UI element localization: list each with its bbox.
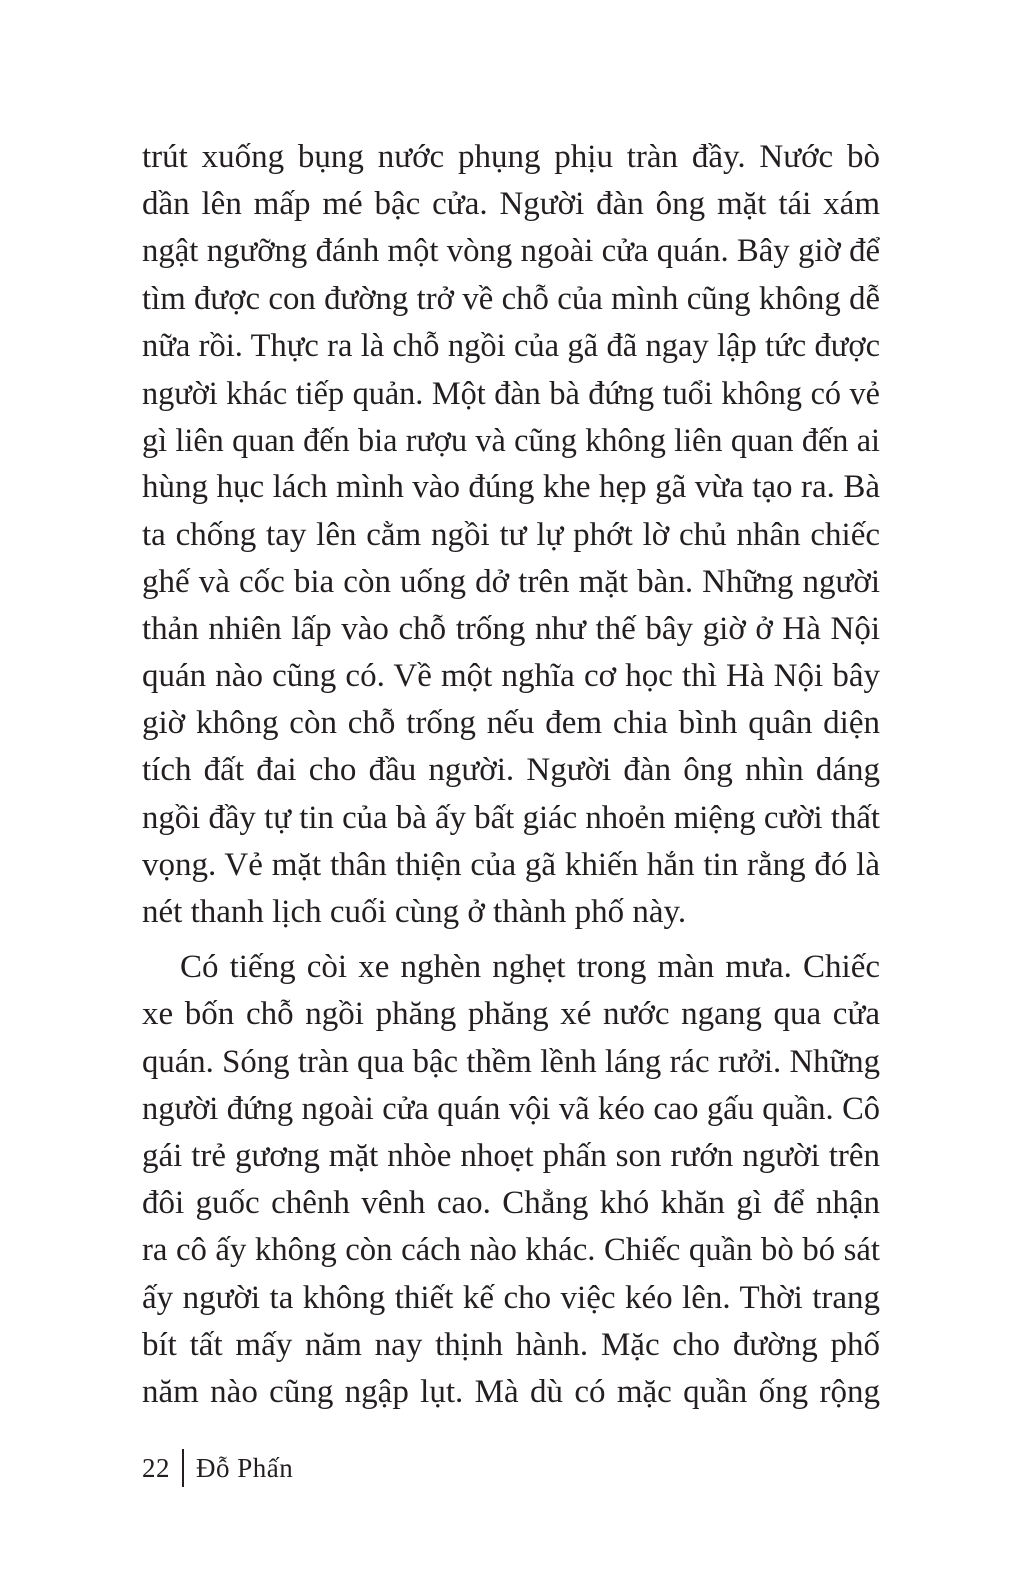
text-line: ta chống tay lên cằm ngồi tư lự phớt lờ chủ nhân chiếc <box>142 516 880 553</box>
text-line: giờ không còn chỗ trống nếu đem chia bình quân diện <box>142 705 880 742</box>
text-line: ngật ngưỡng đánh một vòng ngoài cửa quán. Bây giờ để <box>142 233 880 270</box>
text-line: ấy người ta không thiết kế cho việc kéo lên. Thời trang <box>142 1279 880 1316</box>
paragraph-1 <box>142 134 880 936</box>
text-line: người khác tiếp quản. Một đàn bà đứng tuổi không có vẻ <box>142 374 880 411</box>
text-line: năm nào cũng ngập lụt. Mà dù có mặc quần ống rộng <box>142 1373 880 1410</box>
text-line: ra cô ấy không còn cách nào khác. Chiếc quần bò bó sát <box>142 1232 880 1269</box>
text-line: trút xuống bụng nước phụng phịu tràn đầy. Nước bò <box>142 139 880 175</box>
author-name: Đỗ Phấn <box>196 1452 294 1483</box>
text-line: thản nhiên lấp vào chỗ trống như thế bây giờ ở Hà Nội <box>142 610 880 647</box>
text-line: người đứng ngoài cửa quán vội vã kéo cao gấu quần. Cô <box>142 1090 880 1127</box>
text-line: xe bốn chỗ ngồi phăng phăng xé nước ngang qua cửa <box>142 996 880 1033</box>
text-line: tích đất đai cho đầu người. Người đàn ông nhìn dáng <box>142 752 880 789</box>
text-line: bít tất mấy năm nay thịnh hành. Mặc cho đường phố <box>142 1326 880 1363</box>
text-line: tìm được con đường trở về chỗ của mình cũng không dễ <box>142 280 880 317</box>
text-line: gái trẻ gương mặt nhòe nhoẹt phấn son rướn người trên <box>142 1137 880 1174</box>
text-line: ngồi đầy tự tin của bà ấy bất giác nhoẻn miệng cười thất <box>142 799 880 836</box>
text-line: ghế và cốc bia còn uống dở trên mặt bàn. Những người <box>142 563 880 600</box>
text-line: đôi guốc chênh vênh cao. Chẳng khó khăn gì để nhận <box>142 1185 880 1222</box>
page-footer <box>142 1448 293 1488</box>
text-line: nữa rồi. Thực ra là chỗ ngồi của gã đã ngay lập tức được <box>142 327 880 364</box>
text-line: quán nào cũng có. Về một nghĩa cơ học thì Hà Nội bây <box>142 658 880 695</box>
paragraph-2 <box>142 944 880 1416</box>
body-text <box>142 134 880 1416</box>
text-line: quán. Sóng tràn qua bậc thềm lềnh láng rác rưởi. Những <box>142 1043 880 1080</box>
paragraph-gap <box>142 936 880 944</box>
text-line: hùng hục lách mình vào đúng khe hẹp gã vừa tạo ra. Bà <box>142 469 880 506</box>
footer-divider <box>182 1449 184 1487</box>
text-line: nét thanh lịch cuối cùng ở thành phố này. <box>142 894 687 930</box>
text-line: dần lên mấp mé bậc cửa. Người đàn ông mặt tái xám <box>142 186 880 223</box>
page-number: 22 <box>142 1452 170 1483</box>
text-line: Có tiếng còi xe nghèn nghẹt trong màn mưa. Chiếc <box>180 949 880 986</box>
text-line: vọng. Vẻ mặt thân thiện của gã khiến hắn tin rằng đó là <box>142 846 880 883</box>
text-line: gì liên quan đến bia rượu và cũng không liên quan đến ai <box>142 422 880 459</box>
